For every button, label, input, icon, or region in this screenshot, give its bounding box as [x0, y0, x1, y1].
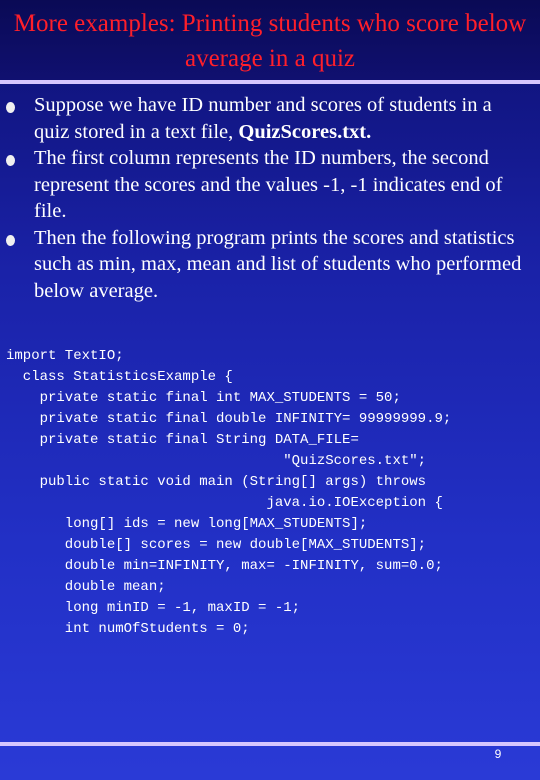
bullet-text: Suppose we have ID number and scores of students in a quiz stored in a text file,	[34, 94, 492, 143]
bullet-item	[0, 225, 540, 305]
bullet-text: The first column represents the ID numbers, the second represent the scores and the values -1, -1 indicates end of file.	[34, 147, 503, 222]
bullet-dot-icon	[6, 102, 15, 113]
slide-title: More examples: Printing students who score below average in a quiz	[13, 10, 527, 72]
bullet-dot-icon	[6, 155, 15, 166]
bullet-item	[0, 92, 540, 145]
page-number: 9	[494, 747, 502, 761]
footer-divider	[0, 742, 540, 746]
bullet-item	[0, 145, 540, 225]
bullet-text: Then the following program prints the scores and statistics such as min, max, mean and list of students who performed below average.	[34, 226, 522, 302]
bullet-dot-icon	[6, 235, 15, 246]
bullet-list	[0, 92, 540, 304]
title-divider	[0, 80, 540, 84]
bullet-filename: QuizScores.txt.	[238, 120, 372, 143]
code-listing: import TextIO; class StatisticsExample { private static final int MAX_STUDENTS = 50; private static final double INFINITY= 99999999.9; private static final String DATA_FILE= "QuizScores.txt"; public static void main (String[] args) throws java.io.IOException { long[] ids = new long[MAX_STUDENTS]; double[] scores = new double[MAX_STUDENTS]; double min=INFINITY, max= -INFINITY, sum=0.0; double mean; long minID = -1, maxID = -1; int numOfStudents = 0;	[6, 348, 452, 637]
